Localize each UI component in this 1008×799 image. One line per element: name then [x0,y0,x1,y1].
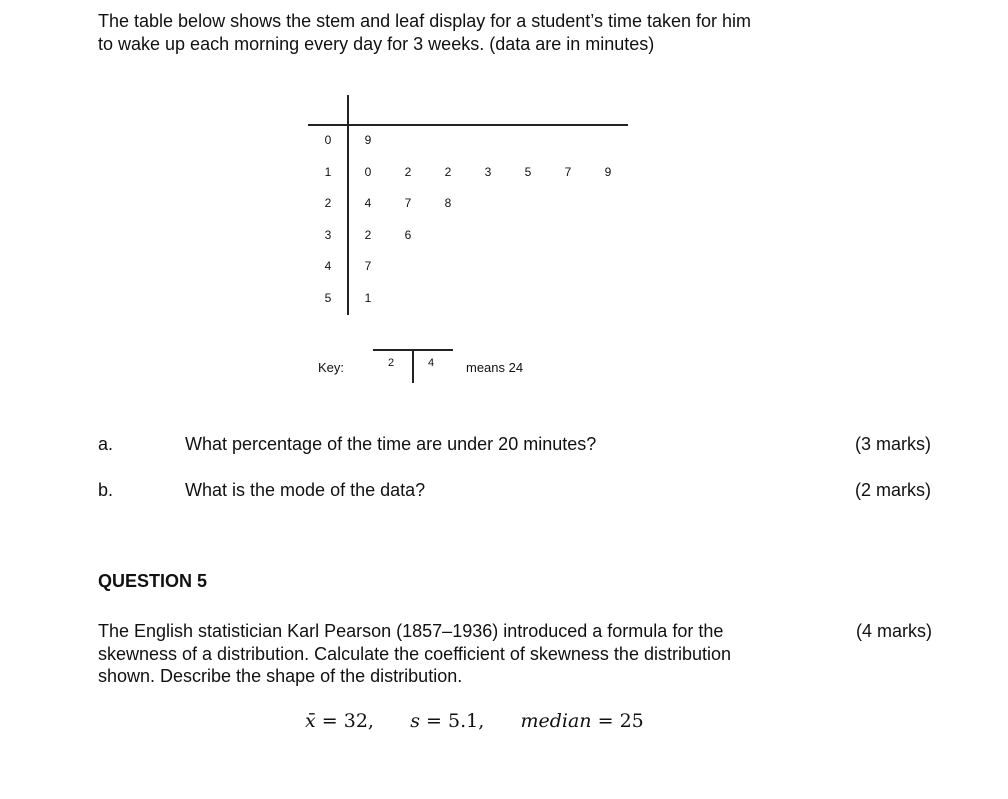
leaf-value: 2 [364,227,372,242]
question-5-marks: (4 marks) [856,621,932,641]
leaf-value: 9 [604,164,612,179]
key-stem: 2 [388,357,395,369]
mean-value: = 32, [321,710,374,732]
question-5-line-1: The English statistician Karl Pearson (1857–1936) introduced a formula for the [98,621,724,641]
question-5-line-3: shown. Describe the shape of the distribution. [98,666,463,686]
question-b-marks: (2 marks) [855,480,931,500]
median-symbol: median [520,710,592,732]
question-a-text: What percentage of the time are under 20 minutes? [185,434,597,454]
question-5-line-2: skewness of a distribution. Calculate the coefficient of skewness the distribution [98,643,732,664]
question-5-body [98,620,836,688]
leaf-value: 7 [404,196,412,211]
key-leaf: 4 [428,357,435,369]
leaf-value: 7 [564,164,572,179]
question-a-marks: (3 marks) [855,434,931,454]
leaf-value: 9 [364,133,372,147]
stem-value: 2 [324,196,332,211]
intro-line-2: to wake up each morning every day for 3 weeks. (data are in minutes) [98,34,655,54]
stem-value: 4 [324,259,332,274]
key-divider-line [412,349,414,383]
mean-symbol: x̄ [305,710,316,732]
key-means: means 24 [466,360,524,375]
question-b-text: What is the mode of the data? [185,480,426,500]
leaf-value: 1 [364,291,372,305]
question-a-label: a. [98,434,114,454]
leaf-value: 8 [444,196,452,211]
leaf-value: 3 [484,164,492,179]
leaf-value: 0 [364,164,372,179]
leaf-value: 2 [404,164,412,179]
question-b-label: b. [98,480,114,500]
leaf-value: 5 [524,164,532,179]
stem-value: 5 [324,291,332,305]
question-5-title: QUESTION 5 [98,571,208,591]
leaf-value: 4 [364,196,372,211]
intro-paragraph [98,10,858,56]
stem-leaf-header-line [308,124,628,126]
sd-symbol: s [410,710,420,732]
leaf-value: 7 [364,259,372,274]
median-value: = 25 [597,710,644,732]
intro-line-1: The table below shows the stem and leaf display for a student’s time taken for him [98,11,752,31]
stem-value: 1 [324,164,332,179]
stem-value: 0 [324,133,332,147]
leaf-value: 2 [444,164,452,179]
sd-value: = 5.1, [426,710,485,732]
key-label: Key: [318,360,345,375]
question-5-formula [305,710,644,732]
leaf-value: 6 [404,227,412,242]
stem-value: 3 [324,227,332,242]
stem-leaf-divider-line [347,95,349,315]
